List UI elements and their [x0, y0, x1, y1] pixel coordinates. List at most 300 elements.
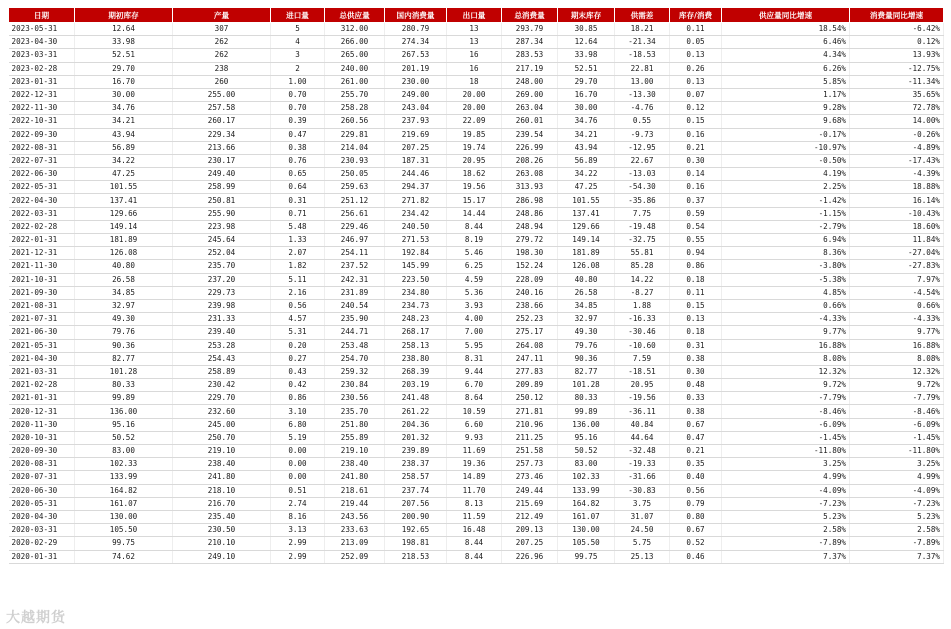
table-cell: 34.76 — [558, 115, 615, 128]
table-cell: 6.80 — [271, 418, 325, 431]
table-cell: 34.21 — [75, 115, 173, 128]
table-cell: 238.80 — [385, 352, 447, 365]
table-cell: 0.18 — [670, 273, 722, 286]
table-cell: 13.93% — [850, 49, 944, 62]
table-cell: -16.33 — [615, 313, 670, 326]
table-cell: -7.79% — [850, 392, 944, 405]
table-cell: 260 — [173, 75, 271, 88]
table-cell: 26.58 — [558, 286, 615, 299]
table-cell: 1.88 — [615, 299, 670, 312]
table-cell: 90.36 — [75, 339, 173, 352]
table-cell: 7.37% — [722, 550, 850, 563]
table-cell: 5.48 — [271, 220, 325, 233]
table-cell: 229.34 — [173, 128, 271, 141]
table-cell: 8.16 — [271, 510, 325, 523]
table-cell: 2022-07-31 — [9, 154, 75, 167]
table-cell: 0.86 — [670, 260, 722, 273]
table-cell: 2020-05-31 — [9, 497, 75, 510]
table-cell: 0.66% — [850, 299, 944, 312]
table-cell: 20.95 — [615, 379, 670, 392]
table-cell: 0.67 — [670, 418, 722, 431]
table-cell: 230.00 — [385, 75, 447, 88]
table-cell: 240.00 — [325, 62, 385, 75]
column-header: 库存/消费 — [670, 8, 722, 23]
column-header: 期初库存 — [75, 8, 173, 23]
column-header: 总消费量 — [502, 8, 558, 23]
table-cell: 192.84 — [385, 247, 447, 260]
table-cell: 137.41 — [558, 207, 615, 220]
table-cell: -1.42% — [722, 194, 850, 207]
table-cell: 18.54% — [722, 23, 850, 36]
table-row — [9, 445, 944, 458]
table-cell: 230.84 — [325, 379, 385, 392]
table-cell: -8.27 — [615, 286, 670, 299]
table-cell: 8.36% — [722, 247, 850, 260]
table-cell: 293.79 — [502, 23, 558, 36]
table-cell: -7.79% — [722, 392, 850, 405]
table-cell: 16 — [447, 49, 502, 62]
table-cell: 5.23% — [722, 510, 850, 523]
table-cell: 95.16 — [75, 418, 173, 431]
table-cell: 255.90 — [173, 207, 271, 220]
table-cell: 0.00 — [271, 471, 325, 484]
table-cell: 241.80 — [173, 471, 271, 484]
table-cell: 0.52 — [670, 537, 722, 550]
table-cell: 133.99 — [558, 484, 615, 497]
table-cell: -5.38% — [722, 273, 850, 286]
column-header: 供应量同比增速 — [722, 8, 850, 23]
table-row — [9, 510, 944, 523]
table-cell: 254.11 — [325, 247, 385, 260]
table-cell: 207.25 — [385, 141, 447, 154]
table-row — [9, 313, 944, 326]
table-cell: 49.30 — [75, 313, 173, 326]
table-cell: 52.51 — [558, 62, 615, 75]
table-row — [9, 379, 944, 392]
table-cell: -54.30 — [615, 181, 670, 194]
table-cell: -4.39% — [850, 168, 944, 181]
table-cell: 40.80 — [558, 273, 615, 286]
table-cell: -8.46% — [850, 405, 944, 418]
table-cell: 0.26 — [670, 62, 722, 75]
table-cell: 2021-05-31 — [9, 339, 75, 352]
table-cell: 252.23 — [502, 313, 558, 326]
table-cell: 2021-01-31 — [9, 392, 75, 405]
table-cell: -30.46 — [615, 326, 670, 339]
table-cell: 251.12 — [325, 194, 385, 207]
table-cell: -10.60 — [615, 339, 670, 352]
table-cell: 2021-06-30 — [9, 326, 75, 339]
table-cell: 0.46 — [670, 550, 722, 563]
table-cell: 161.07 — [558, 510, 615, 523]
table-cell: 209.89 — [502, 379, 558, 392]
table-cell: 2020-04-30 — [9, 510, 75, 523]
table-cell: 32.97 — [75, 299, 173, 312]
table-cell: 102.33 — [75, 458, 173, 471]
table-row — [9, 339, 944, 352]
table-cell: 3.75 — [615, 497, 670, 510]
table-cell: -4.33% — [722, 313, 850, 326]
table-cell: 24.50 — [615, 524, 670, 537]
table-cell: 152.24 — [502, 260, 558, 273]
table-cell: 2020-09-30 — [9, 445, 75, 458]
table-cell: 2023-02-28 — [9, 62, 75, 75]
table-cell: -0.17% — [722, 128, 850, 141]
table-cell: 254.70 — [325, 352, 385, 365]
table-cell: 248.00 — [502, 75, 558, 88]
table-cell: 260.56 — [325, 115, 385, 128]
table-cell: 219.10 — [173, 445, 271, 458]
table-row — [9, 458, 944, 471]
table-cell: 11.59 — [447, 510, 502, 523]
column-header: 期末库存 — [558, 8, 615, 23]
table-cell: 20.00 — [447, 88, 502, 101]
table-cell: 262 — [173, 36, 271, 49]
table-cell: 0.33 — [670, 392, 722, 405]
table-cell: 233.63 — [325, 524, 385, 537]
table-cell: 181.89 — [75, 234, 173, 247]
table-cell: 9.77% — [850, 326, 944, 339]
table-cell: 101.28 — [558, 379, 615, 392]
table-cell: 95.16 — [558, 431, 615, 444]
table-cell: -6.09% — [722, 418, 850, 431]
table-cell: 31.07 — [615, 510, 670, 523]
table-cell: -17.43% — [850, 154, 944, 167]
table-cell: 207.56 — [385, 497, 447, 510]
table-cell: 5.36 — [447, 286, 502, 299]
table-cell: 16 — [447, 62, 502, 75]
table-cell: 19.36 — [447, 458, 502, 471]
table-cell: 0.31 — [271, 194, 325, 207]
table-cell: 20.95 — [447, 154, 502, 167]
table-cell: 2.16 — [271, 286, 325, 299]
table-cell: 252.09 — [325, 550, 385, 563]
table-cell: 0.39 — [271, 115, 325, 128]
table-cell: 0.00 — [271, 458, 325, 471]
table-cell: -31.66 — [615, 471, 670, 484]
table-cell: 265.00 — [325, 49, 385, 62]
table-cell: 243.56 — [325, 510, 385, 523]
table-cell: 215.69 — [502, 497, 558, 510]
table-cell: -7.23% — [722, 497, 850, 510]
table-cell: 243.04 — [385, 102, 447, 115]
table-cell: 8.08% — [850, 352, 944, 365]
table-cell: 0.71 — [271, 207, 325, 220]
table-row — [9, 115, 944, 128]
table-cell: -1.15% — [722, 207, 850, 220]
table-cell: 0.37 — [670, 194, 722, 207]
table-cell: 22.09 — [447, 115, 502, 128]
table-cell: 271.82 — [385, 194, 447, 207]
table-cell: 230.50 — [173, 524, 271, 537]
table-cell: 15.17 — [447, 194, 502, 207]
table-cell: 29.70 — [558, 75, 615, 88]
table-cell: 137.41 — [75, 194, 173, 207]
table-cell: 3.93 — [447, 299, 502, 312]
table-cell: 2.58% — [722, 524, 850, 537]
table-cell: 0.05 — [670, 36, 722, 49]
table-cell: 267.53 — [385, 49, 447, 62]
table-cell: -19.56 — [615, 392, 670, 405]
table-cell: -18.51 — [615, 365, 670, 378]
table-cell: 2022-05-31 — [9, 181, 75, 194]
table-cell: -30.83 — [615, 484, 670, 497]
table-cell: -12.95 — [615, 141, 670, 154]
table-cell: 228.09 — [502, 273, 558, 286]
table-cell: 210.96 — [502, 418, 558, 431]
table-cell: 201.19 — [385, 62, 447, 75]
table-cell: 273.46 — [502, 471, 558, 484]
table-cell: 230.42 — [173, 379, 271, 392]
table-cell: 238.40 — [173, 458, 271, 471]
table-cell: 99.89 — [75, 392, 173, 405]
table-cell: -18.53 — [615, 49, 670, 62]
table-cell: 126.08 — [75, 247, 173, 260]
table-cell: 0.15 — [670, 115, 722, 128]
table-cell: 218.10 — [173, 484, 271, 497]
table-cell: 226.96 — [502, 550, 558, 563]
table-row — [9, 75, 944, 88]
table-cell: 11.69 — [447, 445, 502, 458]
table-row — [9, 220, 944, 233]
table-cell: 232.60 — [173, 405, 271, 418]
table-cell: 258.99 — [173, 181, 271, 194]
table-cell: 22.81 — [615, 62, 670, 75]
table-cell: 20.00 — [447, 102, 502, 115]
table-cell: 0.55 — [670, 234, 722, 247]
table-cell: 43.94 — [558, 141, 615, 154]
table-cell: 19.56 — [447, 181, 502, 194]
table-cell: 248.94 — [502, 220, 558, 233]
table-row — [9, 299, 944, 312]
table-cell: 241.48 — [385, 392, 447, 405]
table-cell: 245.64 — [173, 234, 271, 247]
table-cell: 251.80 — [325, 418, 385, 431]
table-cell: 0.54 — [670, 220, 722, 233]
table-cell: 0.20 — [271, 339, 325, 352]
table-cell: 2020-11-30 — [9, 418, 75, 431]
table-cell: -36.11 — [615, 405, 670, 418]
table-row — [9, 141, 944, 154]
table-cell: 235.70 — [173, 260, 271, 273]
column-header: 产量 — [173, 8, 271, 23]
table-cell: 0.43 — [271, 365, 325, 378]
table-cell: 0.48 — [670, 379, 722, 392]
table-cell: 2.58% — [850, 524, 944, 537]
table-row — [9, 194, 944, 207]
table-cell: 35.65% — [850, 88, 944, 101]
table-cell: 13.00 — [615, 75, 670, 88]
table-cell: 80.33 — [558, 392, 615, 405]
table-cell: 2022-03-31 — [9, 207, 75, 220]
table-cell: 29.70 — [75, 62, 173, 75]
table-cell: -2.79% — [722, 220, 850, 233]
table-cell: 149.14 — [558, 234, 615, 247]
table-cell: 2021-11-30 — [9, 260, 75, 273]
table-cell: 105.50 — [558, 537, 615, 550]
table-row — [9, 62, 944, 75]
table-cell: 3.25% — [850, 458, 944, 471]
table-cell: 0.21 — [670, 141, 722, 154]
table-cell: 0.27 — [271, 352, 325, 365]
table-cell: 2022-01-31 — [9, 234, 75, 247]
table-cell: 258.28 — [325, 102, 385, 115]
table-cell: 223.98 — [173, 220, 271, 233]
table-cell: 6.60 — [447, 418, 502, 431]
table-cell: 2022-04-30 — [9, 194, 75, 207]
table-cell: 83.00 — [558, 458, 615, 471]
table-cell: -1.45% — [850, 431, 944, 444]
table-cell: -21.34 — [615, 36, 670, 49]
table-cell: -1.45% — [722, 431, 850, 444]
table-cell: 192.65 — [385, 524, 447, 537]
table-cell: 0.55 — [615, 115, 670, 128]
table-cell: 257.73 — [502, 458, 558, 471]
table-cell: 6.94% — [722, 234, 850, 247]
table-cell: 5.19 — [271, 431, 325, 444]
table-cell: 255.00 — [173, 88, 271, 101]
table-cell: 218.61 — [325, 484, 385, 497]
table-cell: 248.23 — [385, 313, 447, 326]
table-cell: 239.54 — [502, 128, 558, 141]
table-cell: 0.94 — [670, 247, 722, 260]
table-cell: 2021-07-31 — [9, 313, 75, 326]
table-cell: 2020-10-31 — [9, 431, 75, 444]
table-cell: 30.85 — [558, 23, 615, 36]
table-cell: 5.46 — [447, 247, 502, 260]
column-header: 消费量同比增速 — [850, 8, 944, 23]
table-cell: 0.30 — [670, 365, 722, 378]
table-cell: 19.74 — [447, 141, 502, 154]
table-cell: 271.81 — [502, 405, 558, 418]
table-cell: 4.57 — [271, 313, 325, 326]
table-row — [9, 234, 944, 247]
table-cell: 14.89 — [447, 471, 502, 484]
table-row — [9, 484, 944, 497]
table-cell: 229.70 — [173, 392, 271, 405]
table-cell: -13.03 — [615, 168, 670, 181]
table-cell: 266.00 — [325, 36, 385, 49]
table-cell: 72.78% — [850, 102, 944, 115]
table-cell: 257.58 — [173, 102, 271, 115]
table-cell: 3.10 — [271, 405, 325, 418]
table-row — [9, 352, 944, 365]
table-cell: 250.12 — [502, 392, 558, 405]
table-cell: 8.31 — [447, 352, 502, 365]
table-cell: 235.90 — [325, 313, 385, 326]
table-cell: 4 — [271, 36, 325, 49]
table-cell: 12.32% — [850, 365, 944, 378]
table-cell: 13 — [447, 36, 502, 49]
table-cell: 1.17% — [722, 88, 850, 101]
table-cell: 105.50 — [75, 524, 173, 537]
table-cell: 25.13 — [615, 550, 670, 563]
table-cell: 4.85% — [722, 286, 850, 299]
table-cell: 9.44 — [447, 365, 502, 378]
table-row — [9, 154, 944, 167]
table-cell: 26.58 — [75, 273, 173, 286]
table-cell: 1.00 — [271, 75, 325, 88]
table-cell: 0.11 — [670, 23, 722, 36]
table-cell: 255.89 — [325, 431, 385, 444]
table-cell: 0.79 — [670, 497, 722, 510]
table-cell: 2.99 — [271, 550, 325, 563]
table-cell: 34.85 — [75, 286, 173, 299]
table-cell: 16.70 — [558, 88, 615, 101]
table-row — [9, 49, 944, 62]
table-cell: 5.31 — [271, 326, 325, 339]
table-cell: -4.09% — [850, 484, 944, 497]
table-cell: 246.97 — [325, 234, 385, 247]
table-cell: 34.22 — [558, 168, 615, 181]
table-cell: 22.67 — [615, 154, 670, 167]
table-cell: -4.54% — [850, 286, 944, 299]
table-cell: 18.88% — [850, 181, 944, 194]
table-row — [9, 497, 944, 510]
table-cell: 18.62 — [447, 168, 502, 181]
table-cell: 240.54 — [325, 299, 385, 312]
table-cell: 8.44 — [447, 220, 502, 233]
table-cell: 258.13 — [385, 339, 447, 352]
table-cell: 0.12 — [670, 102, 722, 115]
watermark-logo — [6, 607, 66, 627]
table-cell: 287.34 — [502, 36, 558, 49]
table-cell: 0.42 — [271, 379, 325, 392]
table-cell: 52.51 — [75, 49, 173, 62]
table-cell: 8.44 — [447, 537, 502, 550]
table-cell: -32.75 — [615, 234, 670, 247]
table-row — [9, 537, 944, 550]
table-cell: 0.56 — [670, 484, 722, 497]
table-cell: 2021-03-31 — [9, 365, 75, 378]
table-cell: 312.00 — [325, 23, 385, 36]
table-cell: 14.44 — [447, 207, 502, 220]
table-cell: 229.46 — [325, 220, 385, 233]
table-cell: 2.25% — [722, 181, 850, 194]
table-cell: 50.52 — [558, 445, 615, 458]
table-cell: 8.64 — [447, 392, 502, 405]
table-cell: 249.10 — [173, 550, 271, 563]
table-cell: 6.70 — [447, 379, 502, 392]
table-cell: 2021-08-31 — [9, 299, 75, 312]
table-cell: -32.48 — [615, 445, 670, 458]
table-cell: 6.25 — [447, 260, 502, 273]
table-cell: 226.99 — [502, 141, 558, 154]
table-cell: 268.17 — [385, 326, 447, 339]
table-cell: 0.47 — [271, 128, 325, 141]
table-cell: 3.25% — [722, 458, 850, 471]
table-cell: 2020-02-29 — [9, 537, 75, 550]
table-cell: 269.00 — [502, 88, 558, 101]
table-row — [9, 181, 944, 194]
table-cell: 218.53 — [385, 550, 447, 563]
table-cell: 214.04 — [325, 141, 385, 154]
table-cell: 258.57 — [385, 471, 447, 484]
table-cell: 4.99% — [722, 471, 850, 484]
table-cell: 0.56 — [271, 299, 325, 312]
table-cell: 149.14 — [75, 220, 173, 233]
table-cell: 259.63 — [325, 181, 385, 194]
table-cell: -19.33 — [615, 458, 670, 471]
table-row — [9, 128, 944, 141]
table-cell: 2022-02-28 — [9, 220, 75, 233]
table-cell: 5.23% — [850, 510, 944, 523]
table-cell: 238.40 — [325, 458, 385, 471]
table-cell: 234.42 — [385, 207, 447, 220]
table-cell: 2023-05-31 — [9, 23, 75, 36]
table-row — [9, 207, 944, 220]
table-cell: 5.85% — [722, 75, 850, 88]
